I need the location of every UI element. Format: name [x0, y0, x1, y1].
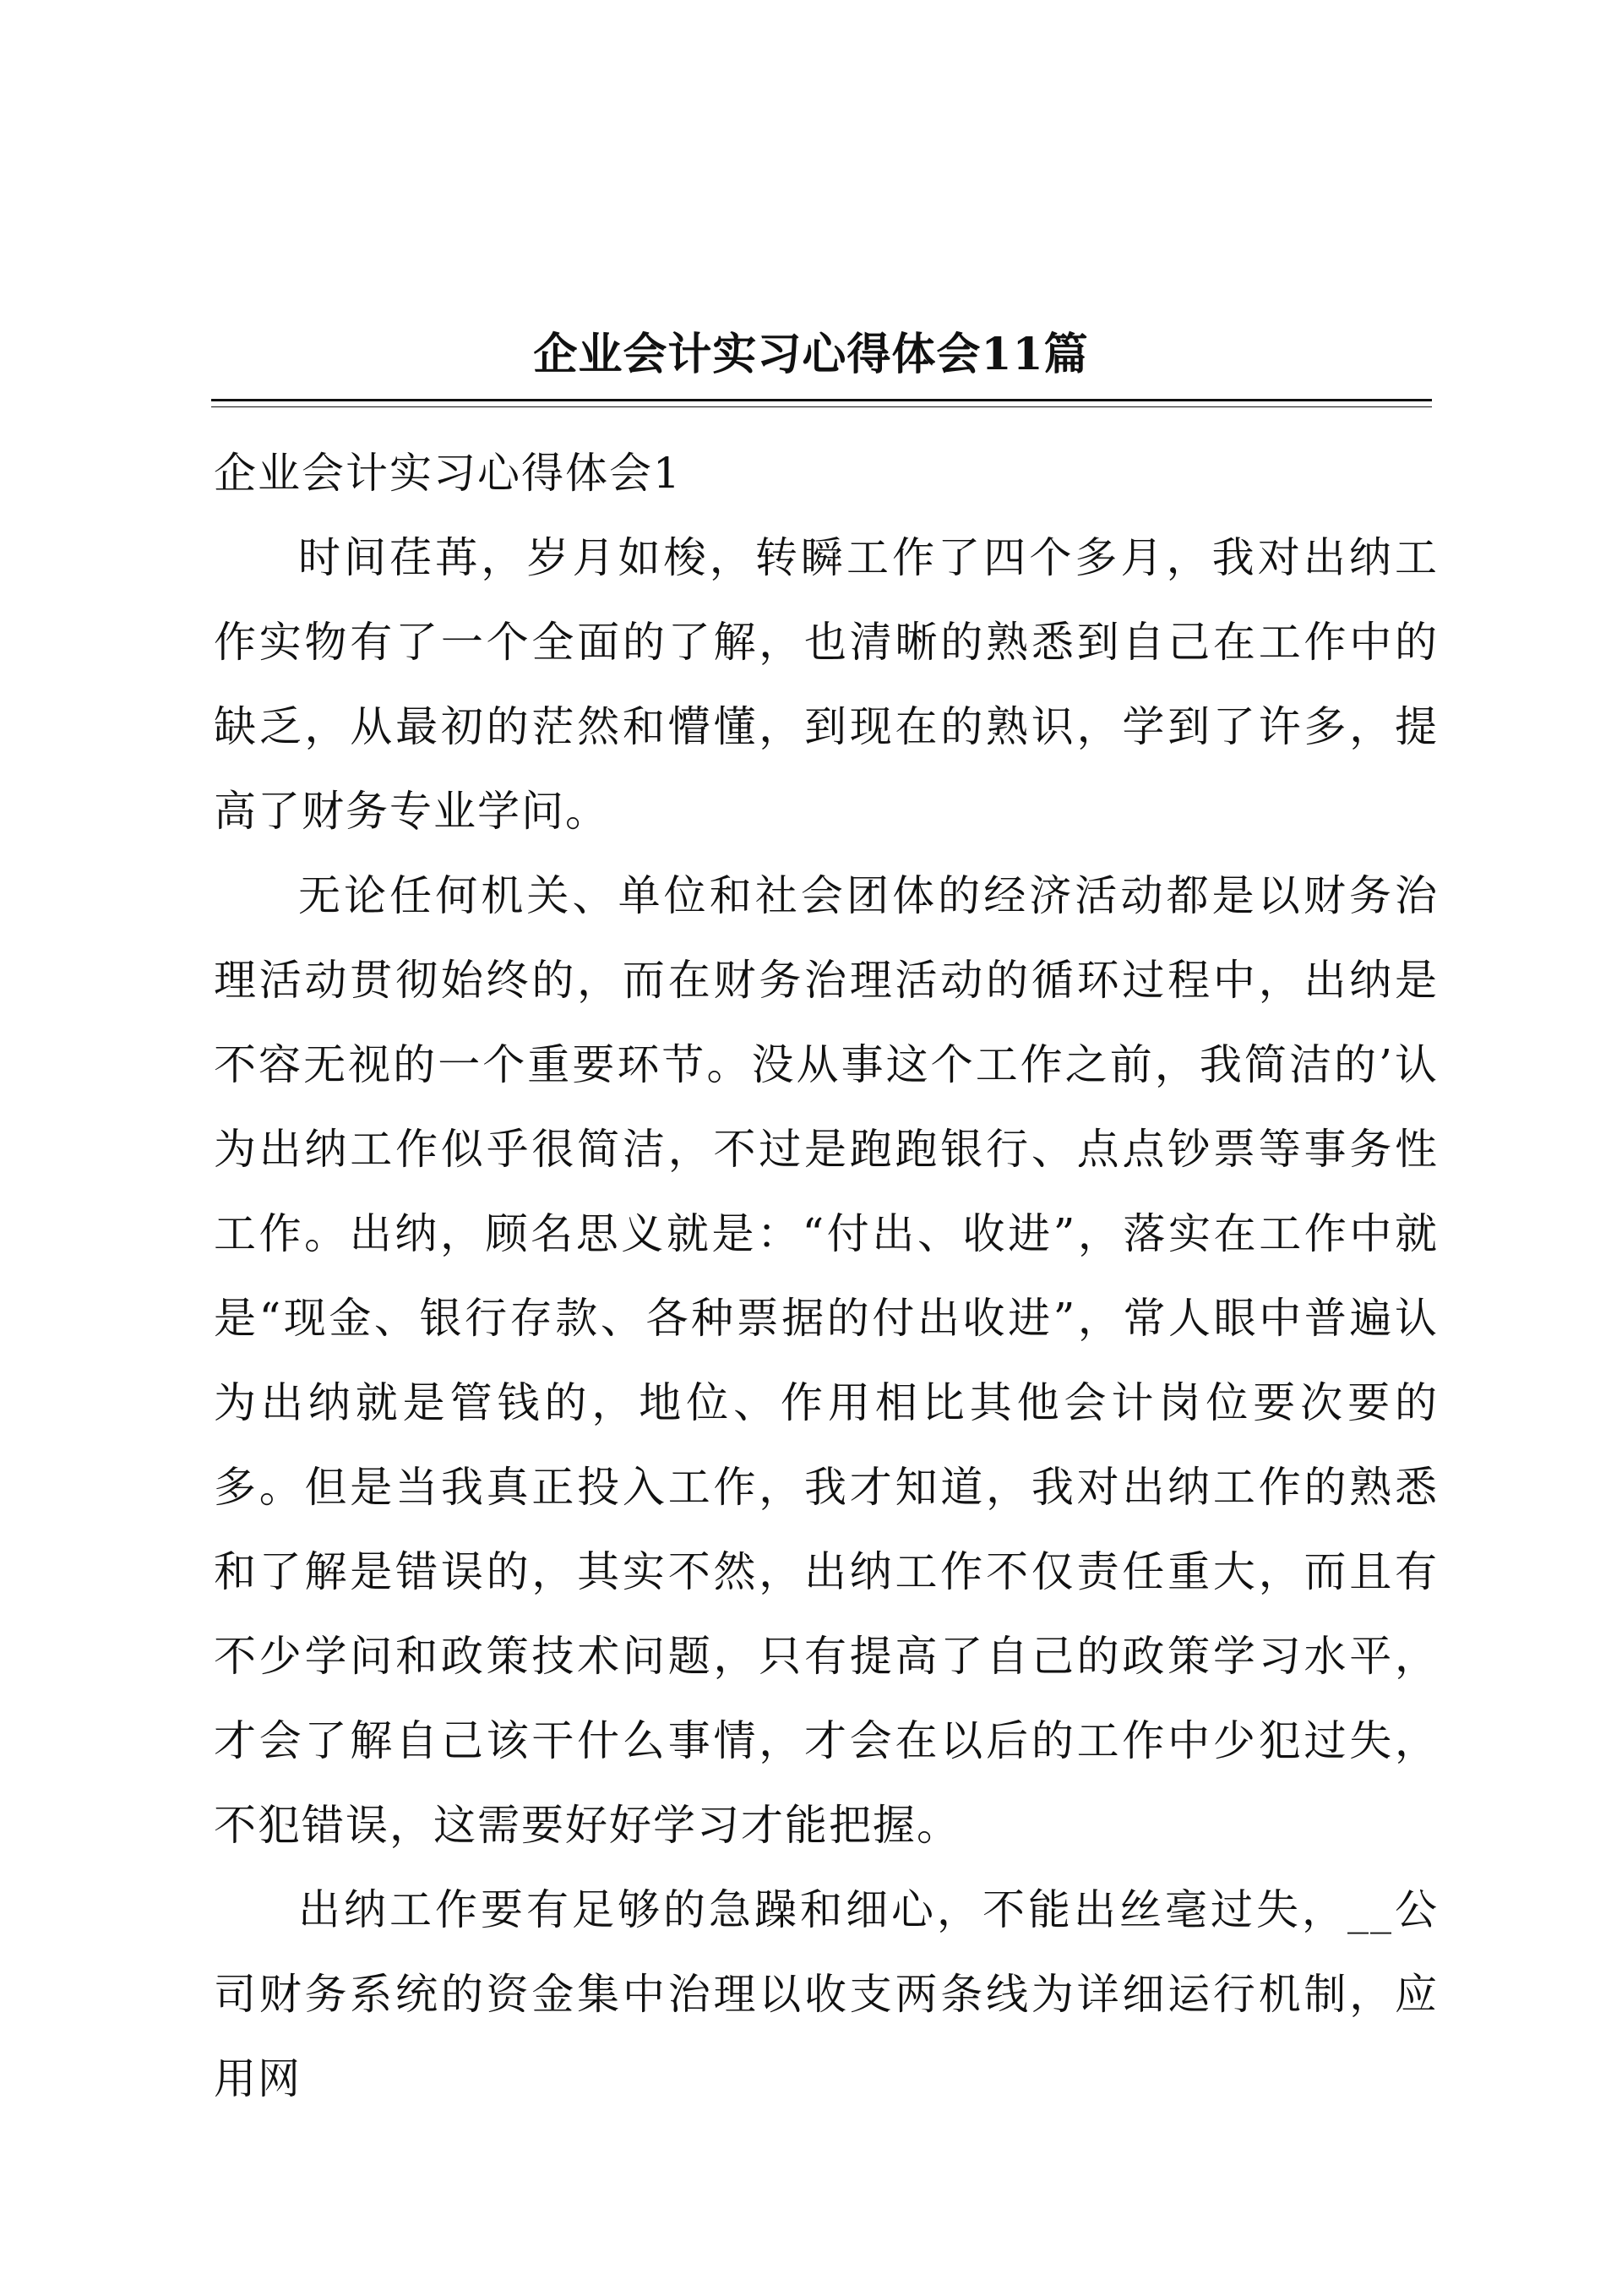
paragraph: 时间荏苒，岁月如梭，转瞬工作了四个多月，我对出纳工作实物有了一个全面的了解，也清晰的熟悉到自己在工作中的缺乏，从最初的茫然和懵懂，到现在的熟识，学到了许多，提高了财务专业学问。 [214, 533, 1439, 836]
document-body [214, 431, 1439, 2121]
paragraph: 出纳工作要有足够的急躁和细心，不能出丝毫过失，__公司财务系统的资金集中治理以收支两条线为详细运行机制，应用网 [214, 1885, 1439, 2103]
title-divider-thin [211, 406, 1432, 407]
paragraph: 无论任何机关、单位和社会团体的经济活动都是以财务治理活动贯彻始终的，而在财务治理活动的循环过程中，出纳是不容无视的一个重要环节。没从事这个工作之前，我简洁的’认为出纳工作似乎很简洁，不过是跑跑银行、点点钞票等事务性工作。出纳，顾名思义就是：“付出、收进”，落实在工作中就是“现金、银行存款、各种票据的付出收进”，常人眼中普遍认为出纳就是管钱的，地位、作用相比其他会计岗位要次要的多。但是当我真正投入工作，我才知道，我对出纳工作的熟悉和了解是错误的，其实不然，出纳工作不仅责任重大，而且有不少学问和政策技术问题，只有提高了自己的政策学习水平，才会了解自己该干什么事情，才会在以后的工作中少犯过失，不犯错误，这需要好好学习才能把握。 [214, 871, 1439, 1850]
document-title: 企业会计实习心得体会11篇 [533, 329, 1089, 380]
title-divider-thick [211, 399, 1432, 401]
section-heading: 企业会计实习心得体会1 [214, 449, 682, 498]
